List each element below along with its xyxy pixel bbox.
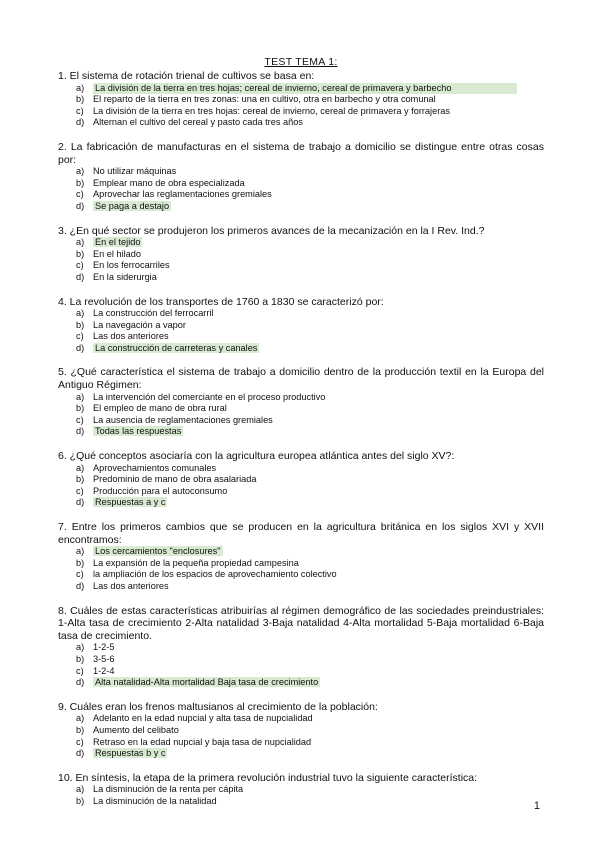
option-text: Aprovechamientos comunales (93, 462, 217, 473)
option-text: En los ferrocarriles (93, 260, 170, 271)
option (76, 569, 544, 581)
option (76, 106, 544, 118)
option (76, 486, 544, 498)
option (76, 796, 544, 808)
option-text: Emplear mano de obra especializada (93, 177, 245, 188)
option (76, 713, 544, 725)
option-text: Se paga a destajo (95, 200, 170, 211)
question-10 (58, 772, 544, 808)
question-text: 10. En síntesis, la etapa de la primera revolución industrial tuvo la siguiente característica: (58, 771, 478, 784)
option-text: Todas las respuestas (95, 426, 182, 437)
option-correct (76, 546, 544, 558)
option-text: 1-2-4 (93, 665, 115, 676)
option-text: Respuestas b y c (95, 748, 166, 759)
option-letter: b) (76, 248, 85, 259)
option (76, 474, 544, 486)
option-text: El reparto de la tierra en tres zonas: una en cultivo, otra en barbecho y otra comunal (93, 94, 436, 105)
option-text: Aumento del celibato (93, 724, 179, 735)
option-list (58, 166, 544, 212)
page-title: TEST TEMA 1: (264, 56, 338, 68)
option-correct (76, 748, 544, 760)
option (76, 737, 544, 749)
option-text: Aprovechar las reglamentaciones gremiales (93, 189, 272, 200)
option-list (58, 784, 544, 807)
question-1 (58, 70, 544, 129)
option (76, 320, 544, 332)
option-list (58, 463, 544, 509)
option-correct (76, 201, 544, 213)
option-correct (76, 83, 544, 95)
option-letter: d) (76, 580, 85, 591)
option-text: La intervención del comerciante en el proceso productivo (93, 391, 326, 402)
option-list (58, 237, 544, 283)
option-letter: a) (76, 308, 85, 319)
question-text: 8. Cuáles de estas características atribuirías al régimen demográfico de las sociedades preindustriales: 1-Alta tasa de crecimiento 2-Alta natalidad 3-Baja natalidad 4-Alta mortalidad 5-Baja mortalidad 6-Baja tasa de crecimiento. (58, 604, 544, 642)
option (76, 642, 544, 654)
option-letter: b) (76, 724, 85, 735)
option-letter: a) (76, 546, 85, 557)
option-text: Producción para el autoconsumo (93, 485, 228, 496)
option-text: La ausencia de reglamentaciones gremiales (93, 414, 273, 425)
option-text: Las dos anteriores (93, 580, 169, 591)
option-text: En el tejido (95, 237, 141, 248)
option-letter: a) (76, 237, 85, 248)
option-text: En el hilado (93, 248, 142, 259)
option-text: Las dos anteriores (93, 331, 169, 342)
option-letter: d) (76, 426, 85, 437)
option-letter: b) (76, 653, 85, 664)
option-list (58, 392, 544, 438)
question-9 (58, 701, 544, 760)
option-text: Alternan el cultivo del cereal y pasto cada tres años (93, 117, 303, 128)
option-text: La construcción del ferrocarril (93, 308, 214, 319)
option (76, 117, 544, 129)
option-list (58, 546, 544, 592)
option-letter: d) (76, 342, 85, 353)
option-letter: b) (76, 94, 85, 105)
option-letter: a) (76, 784, 85, 795)
option-letter: b) (76, 474, 85, 485)
option (76, 392, 544, 404)
question-text: 1. El sistema de rotación trienal de cultivos se basa en: (58, 70, 315, 82)
option-letter: c) (76, 736, 84, 747)
option (76, 189, 544, 201)
option (76, 463, 544, 475)
option (76, 166, 544, 178)
option-correct (76, 237, 544, 249)
option-text: La disminución de la natalidad (93, 795, 217, 806)
page-number: 1 (533, 800, 540, 812)
option-letter: c) (76, 105, 84, 116)
option-letter: c) (76, 260, 84, 271)
option-letter: d) (76, 677, 85, 688)
question-text: 9. Cuáles eran los frenos maltusianos al crecimiento de la población: (58, 700, 378, 713)
option (76, 581, 544, 593)
option-letter: a) (76, 462, 85, 473)
question-text: 4. La revolución de los transportes de 1760 a 1830 se caracterizó por: (58, 295, 384, 308)
option-letter: a) (76, 713, 85, 724)
question-4 (58, 296, 544, 355)
option-letter: a) (76, 391, 85, 402)
option-text: Alta natalidad-Alta mortalidad Baja tasa de crecimiento (95, 677, 319, 688)
option-text: En la siderurgia (93, 271, 157, 282)
option-text: La división de la tierra en tres hojas: cereal de invierno, cereal de primavera y forrajeras (93, 105, 450, 116)
option-letter: c) (76, 569, 84, 580)
option-correct (76, 426, 544, 438)
option-letter: d) (76, 200, 85, 211)
option (76, 272, 544, 284)
option (76, 403, 544, 415)
option-text: Respuestas a y c (95, 497, 166, 508)
question-text: 7. Entre los primeros cambios que se producen en la agricultura británica en los siglos XVI y XVII encontramos: (58, 521, 544, 546)
option-text: 3-5-6 (93, 653, 115, 664)
option-text: la ampliación de los espacios de aprovechamiento colectivo (93, 569, 337, 580)
option-list (58, 642, 544, 688)
question-text: 6. ¿Qué conceptos asociaría con la agricultura europea atlántica antes del siglo XV?: (58, 450, 455, 463)
option-list (58, 713, 544, 759)
option-correct (76, 343, 544, 355)
question-5 (58, 366, 544, 438)
option-letter: b) (76, 795, 85, 806)
option-text: Adelanto en la edad nupcial y alta tasa de nupcialidad (93, 713, 313, 724)
question-text: 5. ¿Qué característica el sistema de trabajo a domicilio dentro de la producción textil en la Europa del Antiguo Régimen: (58, 366, 544, 392)
option-list (58, 308, 544, 354)
option-letter: d) (76, 748, 85, 759)
option-letter: d) (76, 117, 85, 128)
option (76, 178, 544, 190)
question-3 (58, 225, 544, 284)
option (76, 94, 544, 106)
option-letter: b) (76, 557, 85, 568)
option-letter: a) (76, 166, 85, 177)
option-letter: a) (76, 82, 85, 93)
option-letter: b) (76, 403, 85, 414)
option-letter: d) (76, 497, 85, 508)
option-correct (76, 677, 544, 689)
option-letter: c) (76, 485, 84, 496)
option-letter: c) (76, 665, 84, 676)
question-list (58, 70, 544, 807)
option-list (58, 83, 544, 129)
option-letter: a) (76, 642, 85, 653)
option-text: No utilizar máquinas (93, 166, 177, 177)
option-text: La disminución de la renta per cápita (93, 784, 244, 795)
option (76, 654, 544, 666)
document-page (58, 56, 544, 819)
option-letter: c) (76, 331, 84, 342)
option-letter: d) (76, 271, 85, 282)
option (76, 784, 544, 796)
option-letter: c) (76, 189, 84, 200)
option-text: Los cercamientos "enclosures" (95, 546, 221, 557)
option-text: La navegación a vapor (93, 319, 186, 330)
option-letter: b) (76, 177, 85, 188)
option (76, 558, 544, 570)
option-text: 1-2-5 (93, 642, 115, 653)
question-7 (58, 521, 544, 593)
option-letter: c) (76, 414, 84, 425)
option (76, 308, 544, 320)
option (76, 249, 544, 261)
option (76, 666, 544, 678)
option-correct (76, 497, 544, 509)
option-text: La expansión de la pequeña propiedad campesina (93, 557, 299, 568)
option-text: El empleo de mano de obra rural (93, 403, 227, 414)
option (76, 725, 544, 737)
option-text: Predominio de mano de obra asalariada (93, 474, 257, 485)
option (76, 331, 544, 343)
option-letter: b) (76, 319, 85, 330)
question-text: 3. ¿En qué sector se produjeron los primeros avances de la mecanización en la I Rev. Ind.? (58, 224, 485, 237)
option (76, 415, 544, 427)
question-8 (58, 605, 544, 689)
question-2 (58, 141, 544, 213)
question-text: 2. La fabricación de manufacturas en el sistema de trabajo a domicilio se distingue entre otras cosas por: (58, 140, 544, 166)
option-text: La construcción de carreteras y canales (95, 342, 258, 353)
option-text: Retraso en la edad nupcial y baja tasa de nupcialidad (93, 736, 312, 747)
option (76, 260, 544, 272)
option-text: La división de la tierra en tres hojas; cereal de invierno, cereal de primavera y barbecho (93, 83, 517, 95)
question-6 (58, 450, 544, 509)
